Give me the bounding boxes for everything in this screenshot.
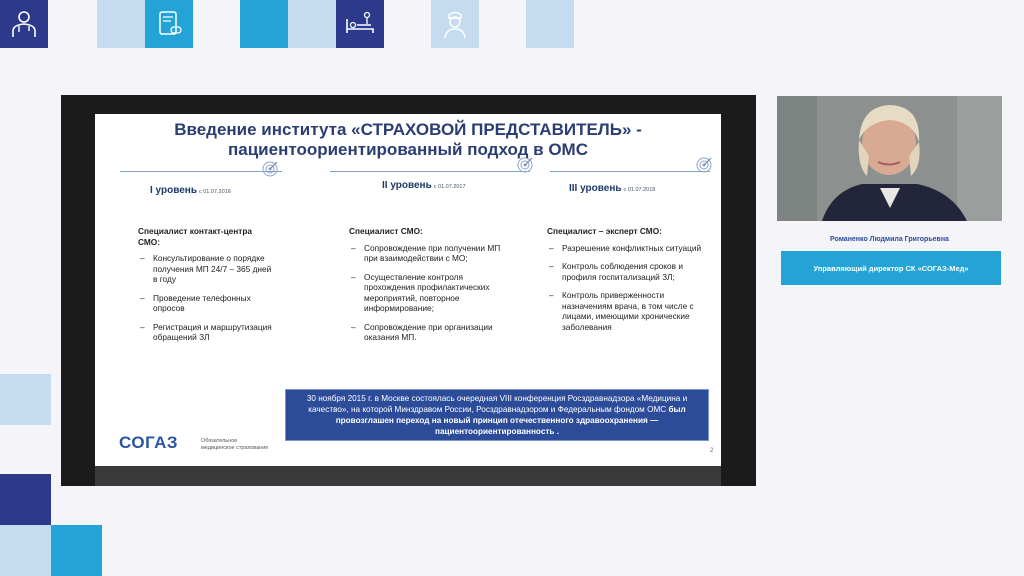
nurse-icon-tile: [431, 0, 479, 48]
deco-square: [526, 0, 574, 48]
doctor-icon-tile: [0, 0, 48, 48]
info-callout: [285, 389, 709, 441]
level-divider: [550, 171, 710, 172]
target-icon: [516, 156, 534, 174]
prescription-icon: [152, 7, 186, 41]
column-level-3: [547, 226, 712, 340]
callout-bold-text: был провозглашен переход на новый принцип отечественного здравоохранения — пациентоориентированность .: [335, 405, 686, 436]
column-level-1: [138, 226, 273, 351]
slide-title-line-1: Введение института «СТРАХОВОЙ ПРЕДСТАВИТЕЛЬ» -: [174, 120, 642, 139]
list-item: – Контроль соблюдения сроков и профиля госпитализаций ЗЛ;: [547, 261, 712, 282]
column-level-2: [349, 226, 509, 351]
logo-subtitle: Обязательное медицинское страхование: [201, 438, 269, 451]
deco-square: [0, 374, 51, 425]
page-number: 2: [710, 448, 714, 454]
doctor-icon: [7, 7, 41, 41]
hospital-bed-icon: [343, 7, 377, 41]
list-item: – Регистрация и маршрутизация обращений ЗЛ: [138, 322, 273, 343]
speaker-video: [777, 96, 1002, 221]
deco-square: [0, 474, 51, 525]
deco-square: [0, 525, 51, 576]
hospital-bed-icon-tile: [336, 0, 384, 48]
prescription-icon-tile: [145, 0, 193, 48]
list-item: – Осуществление контроля прохождения профилактических мероприятий, повторное информирование;: [349, 272, 509, 314]
column-heading: Специалист контакт-центра СМО:: [138, 226, 253, 247]
callout-text: 30 ноября 2015 г. в Москве состоялась очередная VIII конференция Росздравнадзора «Медицина и качество», на которой Минздравом России, Росздравнадзором и Федеральным фондом ОМС: [306, 394, 688, 414]
slide-title-line-2: пациентоориентированный подход в ОМС: [228, 140, 588, 159]
level-divider: [330, 171, 530, 172]
list-item: – Контроль приверженности назначениям врача, в том числе с лицами, имеющими хронические заболевания: [547, 290, 712, 332]
column-heading: Специалист – эксперт СМО:: [547, 226, 662, 236]
deco-square: [97, 0, 145, 48]
list-item: – Консультирование о порядке получения МП 24/7 – 365 дней в году: [138, 253, 273, 285]
presentation-slide: [95, 114, 721, 466]
list-item: – Проведение телефонных опросов: [138, 293, 273, 314]
speaker-name: Романенко Людмила Григорьевна: [830, 236, 949, 243]
level-3-title: III уровень с 01.07.2018: [569, 183, 656, 194]
column-heading: Специалист СМО:: [349, 226, 423, 236]
speaker-role-badge: Управляющий директор СК «СОГАЗ-Мед»: [781, 251, 1001, 285]
speaker-photo: [777, 96, 1002, 221]
level-1-title: I уровень с 01.07.2016: [150, 185, 231, 196]
slide-title: [95, 120, 721, 160]
deco-square: [288, 0, 336, 48]
target-icon: [261, 160, 279, 178]
sogaz-logo: СОГАЗ: [119, 433, 179, 452]
deco-square: [240, 0, 288, 48]
nurse-icon: [438, 7, 472, 41]
slide-bottom-bar: [95, 466, 721, 486]
level-divider: [120, 171, 282, 172]
deco-square: [51, 525, 102, 576]
list-item: – Сопровождение при получении МП при взаимодействии с МО;: [349, 243, 509, 264]
list-item: – Разрешение конфликтных ситуаций: [547, 243, 712, 254]
list-item: – Сопровождение при организации оказания МП.: [349, 322, 509, 343]
level-2-title: II уровень с 01.07.2017: [382, 180, 466, 191]
target-icon: [695, 156, 713, 174]
